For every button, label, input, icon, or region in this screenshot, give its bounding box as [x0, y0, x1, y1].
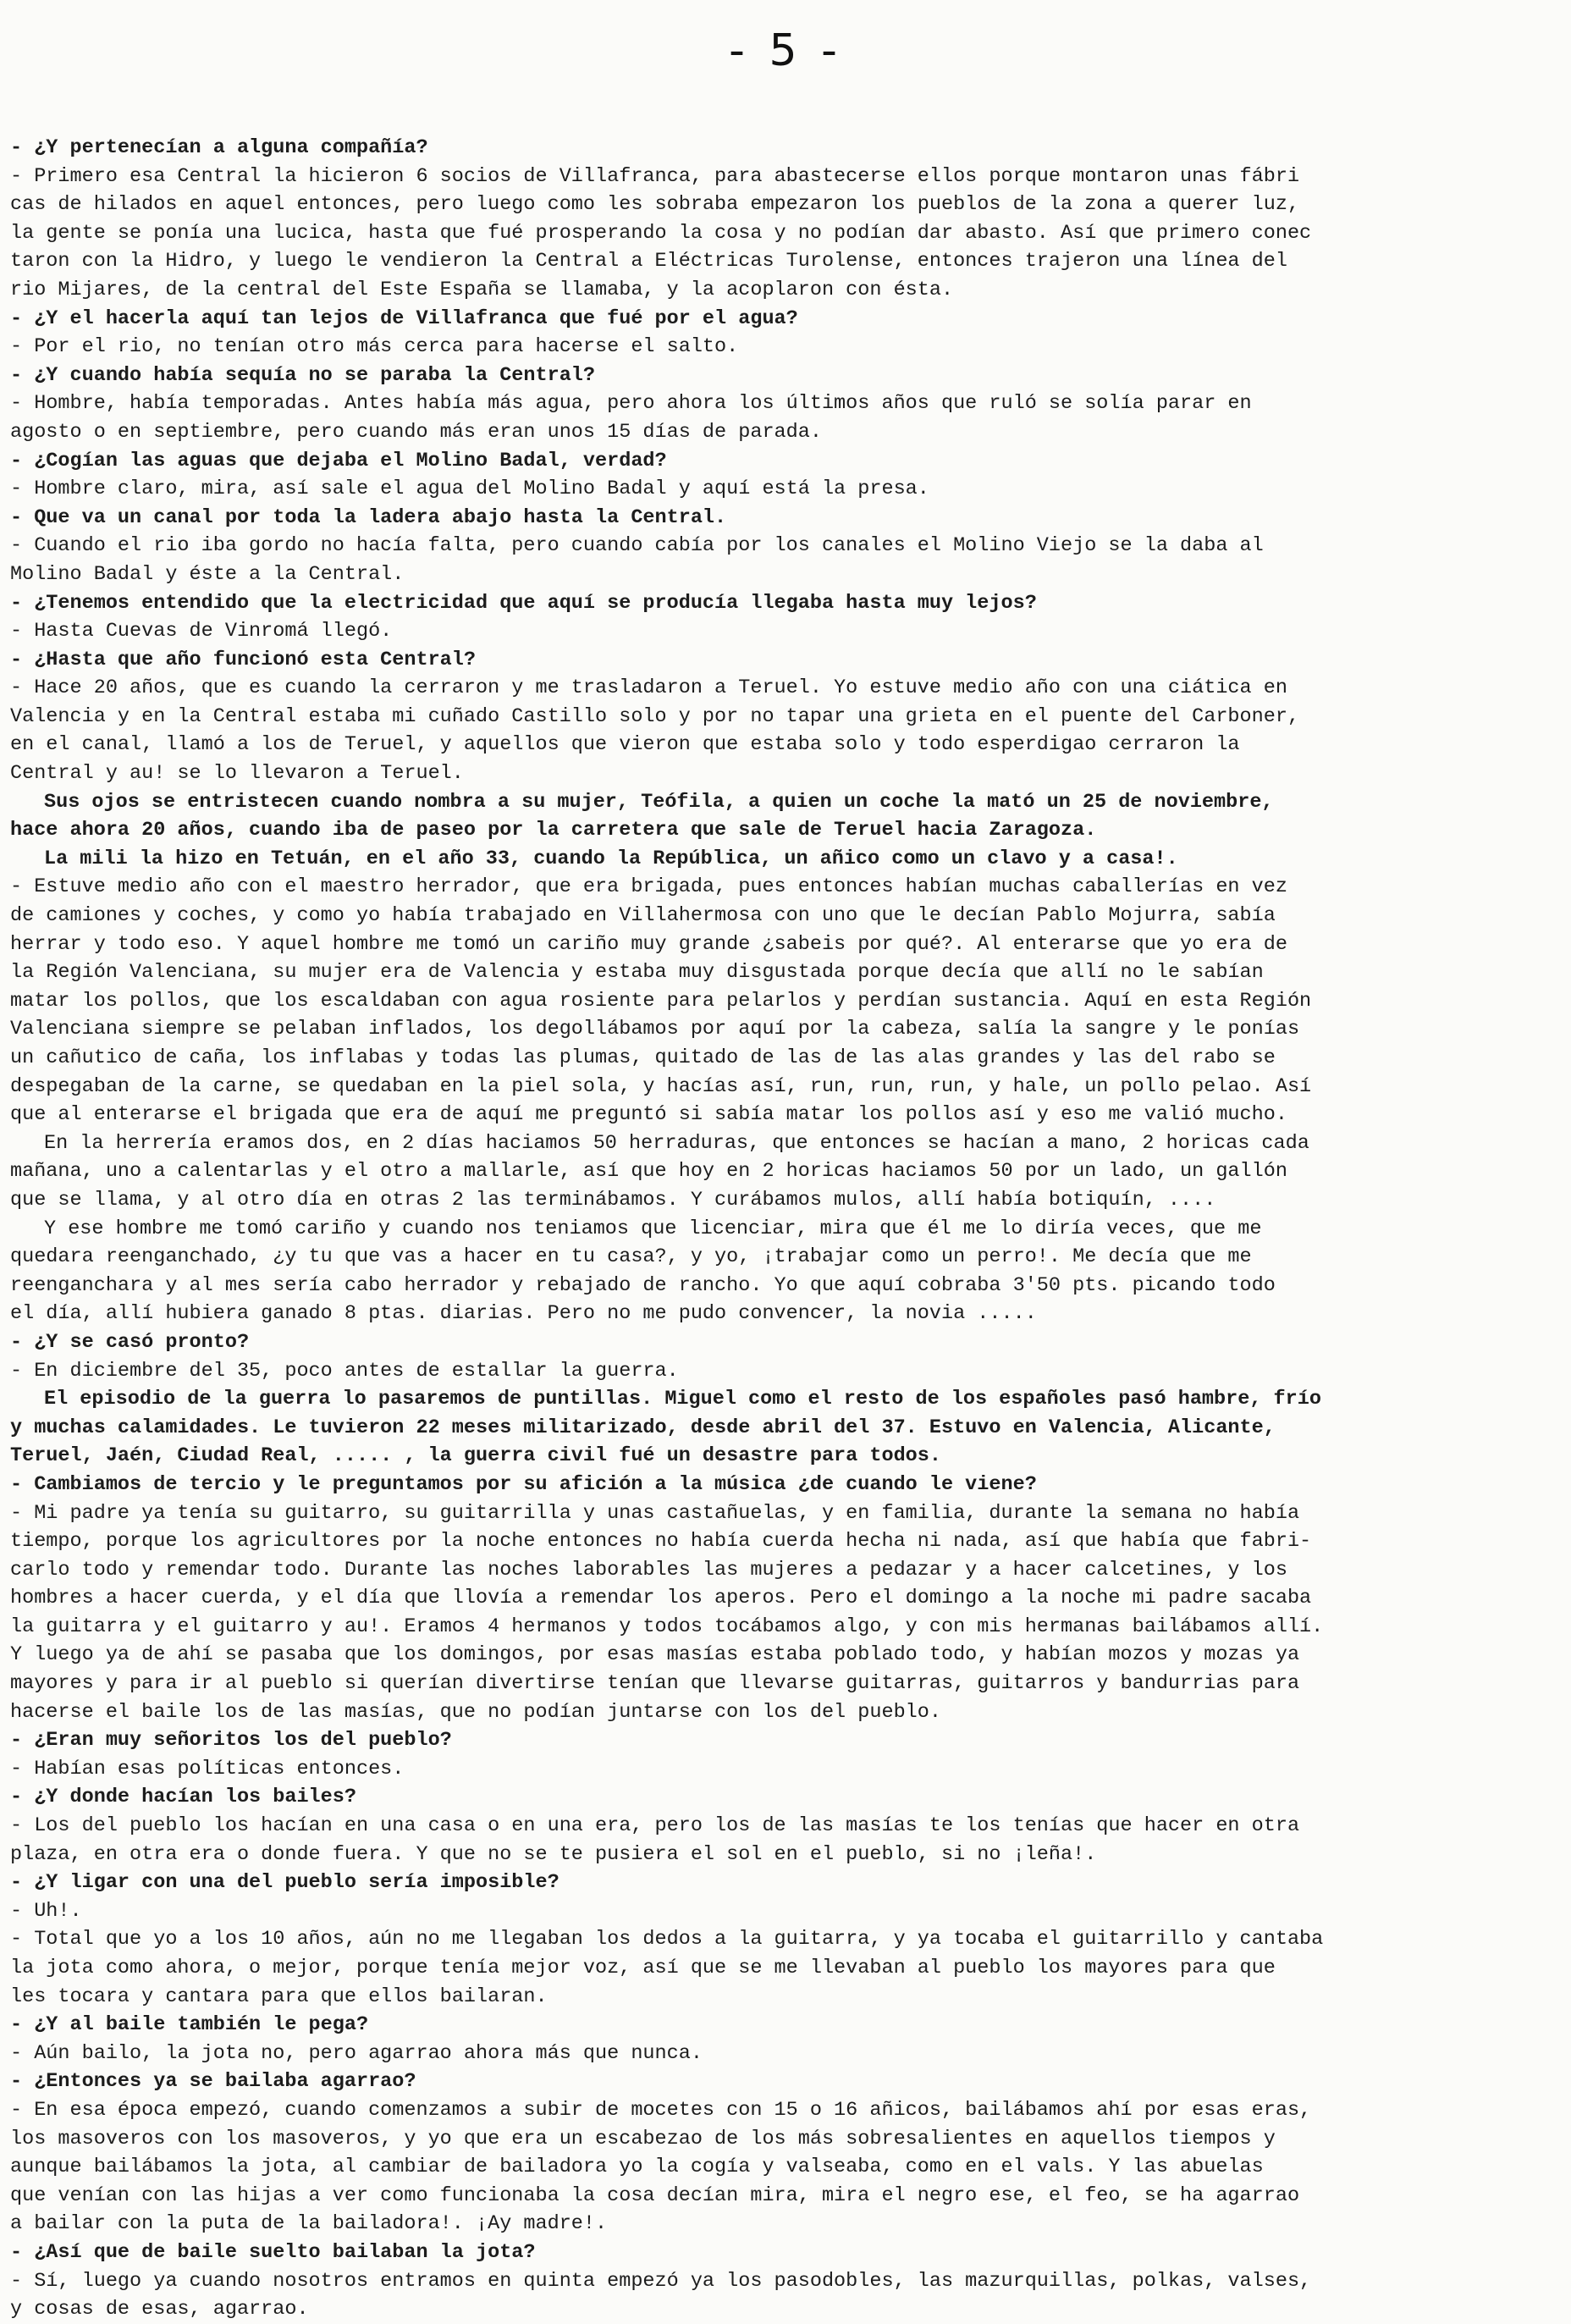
answer-line: aunque bailábamos la jota, al cambiar de bailadora yo la cogía y valseaba, como en el vals. Y las abuelas: [10, 2156, 1264, 2179]
answer-line: un cañutico de caña, los inflabas y todas las plumas, quitado de las de las alas grandes y las del rabo se: [10, 1046, 1276, 1069]
narration-line: Teruel, Jaén, Ciudad Real, ..... , la guerra civil fué un desastre para todos.: [10, 1444, 941, 1468]
answer-line: - Cuando el rio iba gordo no hacía falta, pero cuando cabía por los canales el Molino Viejo se la daba al: [10, 534, 1264, 558]
answer-line: mayores y para ir al pueblo si querían divertirse tenían que llevarse guitarras, guitarros y bandurrias para: [10, 1672, 1300, 1696]
interview-text: [10, 134, 1561, 2324]
question-line: - ¿Cogían las aguas que dejaba el Molino Badal, verdad?: [10, 449, 667, 472]
answer-line: la Región Valenciana, su mujer era de Valencia y estaba muy disgustada porque decía que allí no le sabían: [10, 961, 1264, 985]
answer-line: agosto o en septiembre, pero cuando más eran unos 15 días de parada.: [10, 420, 822, 444]
answer-line: - En esa época empezó, cuando comenzamos a subir de mocetes con 15 o 16 añicos, bailábamos ahí por esas eras,: [10, 2098, 1312, 2122]
question-line: - ¿Y cuando había sequía no se paraba la Central?: [10, 363, 596, 387]
answer-line: Y ese hombre me tomó cariño y cuando nos teniamos que licenciar, mira que él me lo diría veces, que me: [44, 1217, 1262, 1240]
answer-line: En la herrería eramos dos, en 2 días haciamos 50 herraduras, que entonces se hacían a mano, 2 horicas cada: [44, 1131, 1309, 1155]
answer-line: los masoveros con los masoveros, y yo que era un escabezao de los más sobresalientes en aquellos tiempos y: [10, 2127, 1276, 2150]
answer-line: a bailar con la puta de la bailadora!. ¡Ay madre!.: [10, 2212, 608, 2236]
answer-line: - Hasta Cuevas de Vinromá llegó.: [10, 620, 393, 643]
answer-line: la guitarra y el guitarro y au!. Eramos 4 hermanos y todos tocábamos algo, y con mis hermanas bailábamos allí.: [10, 1615, 1324, 1638]
answer-line: herrar y todo eso. Y aquel hombre me tomó un cariño muy grande ¿sabeis por qué?. Al enterarse que yo era de: [10, 932, 1287, 956]
narration-line: El episodio de la guerra lo pasaremos de puntillas. Miguel como el resto de los españoles pasó hambre, frío: [44, 1388, 1321, 1411]
answer-line: taron con la Hidro, y luego le vendieron la Central a Eléctricas Turolense, entonces trajeron una línea del: [10, 250, 1287, 273]
answer-line: hombres a hacer cuerda, y el día que llovía a remendar los aperos. Pero el domingo a la noche mi padre sacaba: [10, 1587, 1312, 1610]
answer-line: quedara reenganchado, ¿y tu que vas a hacer en tu casa?, y yo, ¡trabajar como un perro!. Me decía que me: [10, 1245, 1252, 1269]
answer-line: la jota como ahora, o mejor, porque tenía mejor voz, así que se me llevaban al pueblo los mayores para que: [10, 1957, 1276, 1979]
question-line: - Que va un canal por toda la ladera abajo hasta la Central.: [10, 505, 727, 529]
question-line: - ¿Y al baile también le pega?: [10, 2013, 369, 2037]
answer-line: - Habían esas políticas entonces.: [10, 1757, 405, 1780]
answer-line: - Hombre claro, mira, así sale el agua del Molino Badal y aquí está la presa.: [10, 477, 929, 501]
answer-line: reenganchara y al mes sería cabo herrador y rebajado de rancho. Yo que aquí cobraba 3'50 pts. picando todo: [10, 1273, 1276, 1297]
answer-line: que venían con las hijas a ver como funcionaba la cosa decían mira, mira el negro ese, el feo, se ha agarrao: [10, 2183, 1300, 2207]
answer-line: en el canal, llamó a los de Teruel, y aquellos que vieron que estaba solo y todo esperdigao cerraron la: [10, 733, 1240, 757]
answer-line: - Hombre, había temporadas. Antes había más agua, pero ahora los últimos años que ruló se solía parar en: [10, 392, 1252, 416]
answer-line: y cosas de esas, agarrao.: [10, 2298, 309, 2321]
answer-line: cas de hilados en aquel entonces, pero luego como les sobraba empezaron los pueblos de la zona a querer luz,: [10, 193, 1300, 217]
answer-line: - Hace 20 años, que es cuando la cerraron y me trasladaron a Teruel. Yo estuve medio año con una ciática en: [10, 676, 1287, 700]
narration-line: hace ahora 20 años, cuando iba de paseo por la carretera que sale de Teruel hacia Zaragoza.: [10, 819, 1097, 842]
question-line: - ¿Y el hacerla aquí tan lejos de Villafranca que fué por el agua?: [10, 306, 798, 330]
answer-line: de camiones y coches, y como yo había trabajado en Villahermosa con uno que le decían Pablo Mojurra, sabía: [10, 904, 1276, 928]
answer-line: les tocara y cantara para que ellos bailaran.: [10, 1985, 548, 2008]
answer-line: Y luego ya de ahí se pasaba que los domingos, por esas masías estaba poblado todo, y habían mozos y mozas ya: [10, 1643, 1300, 1667]
answer-line: que se llama, y al otro día en otras 2 las terminábamos. Y curábamos mulos, allí había botiquín, ....: [10, 1188, 1216, 1212]
answer-line: rio Mijares, de la central del Este España se llamaba, y la acoplaron con ésta.: [10, 278, 954, 301]
question-line: - Cambiamos de tercio y le preguntamos por su afición a la música ¿de cuando le viene?: [10, 1472, 1037, 1496]
answer-line: - Estuve medio año con el maestro herrador, que era brigada, pues entonces habían muchas caballerías en vez: [10, 875, 1287, 899]
answer-line: - Primero esa Central la hicieron 6 socios de Villafranca, para abastecerse ellos porque montaron unas fábri: [10, 164, 1300, 188]
question-line: - ¿Así que de baile suelto bailaban la jota?: [10, 2240, 536, 2264]
question-line: - ¿Y donde hacían los bailes?: [10, 1786, 356, 1809]
answer-line: Valenciana siempre se pelaban inflados, los degollábamos por aquí por la cabeza, salía la sangre y le ponías: [10, 1018, 1300, 1041]
answer-line: - Por el rio, no tenían otro más cerca para hacerse el salto.: [10, 335, 739, 359]
answer-line: despegaban de la carne, se quedaban en la piel sola, y hacías así, run, run, run, y hale, un pollo pelao. Así: [10, 1074, 1312, 1098]
question-line: - ¿Y pertenecían a alguna compañía?: [10, 136, 428, 159]
answer-line: - Total que yo a los 10 años, aún no me llegaban los dedos a la guitarra, y ya tocaba el guitarrillo y cantaba: [10, 1928, 1324, 1951]
answer-line: plaza, en otra era o donde fuera. Y que no se te pusiera el sol en el pueblo, si no ¡leña!.: [10, 1842, 1097, 1866]
question-line: - ¿Y se casó pronto?: [10, 1330, 250, 1354]
answer-line: hacerse el baile los de las masías, que no podían juntarse con los del pueblo.: [10, 1700, 941, 1724]
answer-line: - Uh!.: [10, 1899, 82, 1923]
answer-line: - Aún bailo, la jota no, pero agarrao ahora más que nunca.: [10, 2041, 703, 2065]
answer-line: tiempo, porque los agricultores por la noche entonces no había cuerda hecha ni nada, así que había que fabri-: [10, 1530, 1312, 1554]
page-number: - 5 -: [729, 25, 842, 76]
question-line: - ¿Tenemos entendido que la electricidad que aquí se producía llegaba hasta muy lejos?: [10, 591, 1037, 615]
answer-line: Valencia y en la Central estaba mi cuñado Castillo solo y por no tapar una grieta en el puente del Carboner,: [10, 704, 1300, 728]
answer-line: - Sí, luego ya cuando nosotros entramos en quinta empezó ya los pasodobles, las mazurquillas, polkas, valses,: [10, 2269, 1312, 2293]
answer-line: el día, allí hubiera ganado 8 ptas. diarias. Pero no me pudo convencer, la novia .....: [10, 1302, 1037, 1326]
question-line: - ¿Eran muy señoritos los del pueblo?: [10, 1729, 452, 1753]
answer-line: matar los pollos, que los escaldaban con agua rosiente para pelarlos y perdían sustancia. Aquí en esta Región: [10, 989, 1312, 1013]
answer-line: carlo todo y remendar todo. Durante las noches laborables las mujeres a pedazar y a hacer calcetines, y los: [10, 1558, 1287, 1582]
answer-line: - En diciembre del 35, poco antes de estallar la guerra.: [10, 1359, 679, 1383]
answer-line: Molino Badal y éste a la Central.: [10, 562, 405, 586]
answer-line: mañana, uno a calentarlas y el otro a mallarle, así que hoy en 2 horicas haciamos 50 por un lado, un gallón: [10, 1160, 1287, 1184]
narration-line: Sus ojos se entristecen cuando nombra a su mujer, Teófila, a quien un coche la mató un 25 de noviembre,: [44, 790, 1274, 814]
question-line: - ¿Hasta que año funcionó esta Central?: [10, 648, 476, 671]
narration-line: y muchas calamidades. Le tuvieron 22 meses militarizado, desde abril del 37. Estuvo en Valencia, Alicante,: [10, 1416, 1276, 1439]
answer-line: la gente se ponía una lucica, hasta que fué prosperando la cosa y no podían dar abasto. Así que primero conec: [10, 221, 1312, 245]
answer-line: Central y au! se lo llevaron a Teruel.: [10, 762, 464, 786]
answer-line: - Los del pueblo los hacían en una casa o en una era, pero los de las masías te los tenías que hacer en otra: [10, 1814, 1300, 1838]
question-line: - ¿Y ligar con una del pueblo sería imposible?: [10, 1871, 559, 1895]
narration-line: La mili la hizo en Tetuán, en el año 33, cuando la República, un añico como un clavo y a casa!.: [44, 847, 1178, 870]
question-line: - ¿Entonces ya se bailaba agarrao?: [10, 2070, 416, 2094]
answer-line: - Mi padre ya tenía su guitarro, su guitarrilla y unas castañuelas, y en familia, durante la semana no había: [10, 1501, 1300, 1525]
answer-line: que al enterarse el brigada que era de aquí me preguntó si sabía matar los pollos así y eso me valió mucho.: [10, 1103, 1287, 1127]
